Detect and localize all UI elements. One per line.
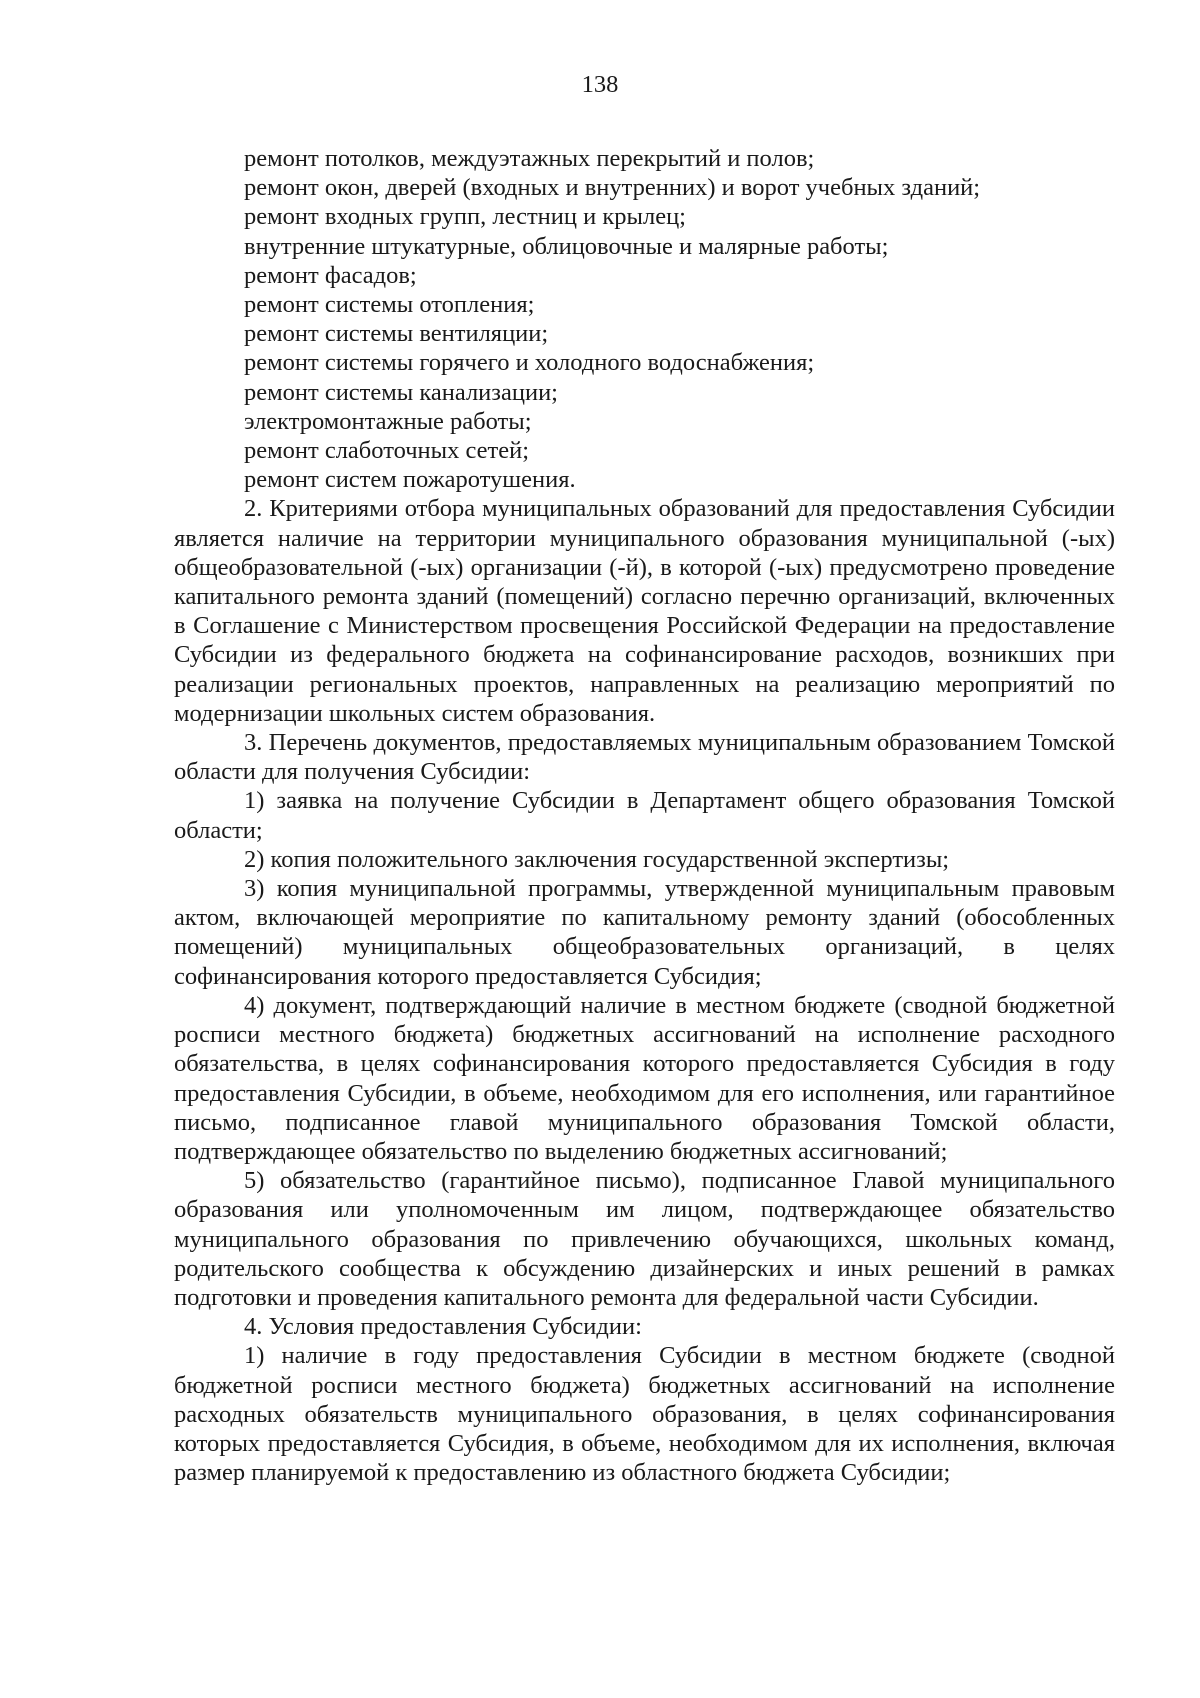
list-item: ремонт системы отопления; <box>244 291 535 319</box>
repair-work-list <box>174 144 1115 494</box>
list-item: ремонт системы канализации; <box>244 378 558 406</box>
paragraph-document-item-5: 5) обязательство (гарантийное письмо), подписанное Главой муниципального образования или уполномоченным им лицом, подтверждающее обязательство муниципального образования по привлечению обучающихся, школьных команд, родительского сообщества к обсуждению дизайнерских и иных решений в рамках подготовки и проведения капитального ремонта для федеральной части Субсидии. <box>174 1167 1115 1311</box>
list-item: ремонт окон, дверей (входных и внутренних) и ворот учебных зданий; <box>244 174 981 202</box>
paragraph-document-item-3: 3) копия муниципальной программы, утвержденной муниципальным правовым актом, включающей мероприятие по капитальному ремонту зданий (обособленных помещений) муниципальных общеобразовательных организаций, в целях софинансирования которого предоставляется Субсидия; <box>174 875 1115 990</box>
paragraph-selection-criteria: 2. Критериями отбора муниципальных образований для предоставления Субсидии является наличие на территории муниципального образования муниципальной (-ых) общеобразовательной (-ых) организации (-й), в которой (-ых) предусмотрено проведение капитального ремонта зданий (помещений) согласно перечню организаций, включенных в Соглашение с Министерством просвещения Российской Федерации на предоставление Субсидии из федерального бюджета на софинансирование расходов, возникших при реализации региональных проектов, направленных на реализацию мероприятий по модернизации школьных систем образования. <box>174 495 1115 727</box>
list-item: ремонт слаботочных сетей; <box>244 437 530 465</box>
list-item: ремонт систем пожаротушения. <box>244 466 576 494</box>
paragraph-conditions-heading: 4. Условия предоставления Субсидии: <box>244 1313 642 1341</box>
list-item: ремонт потолков, междуэтажных перекрытий и полов; <box>244 145 815 172</box>
page-number: 138 <box>581 71 619 98</box>
paragraph-document-item-4: 4) документ, подтверждающий наличие в местном бюджете (сводной бюджетной росписи местного бюджета) бюджетных ассигнований на исполнение расходного обязательства, в целях софинансирования которого предоставляется Субсидия в году предоставления Субсидии, в объеме, необходимом для его исполнения, или гарантийное письмо, подписанное главой муниципального образования Томской области, подтверждающее обязательство по выделению бюджетных ассигнований; <box>174 991 1115 1165</box>
list-item: ремонт системы горячего и холодного водоснабжения; <box>244 349 815 377</box>
list-item: ремонт фасадов; <box>244 261 417 289</box>
list-item: электромонтажные работы; <box>244 407 532 435</box>
document-body <box>174 144 1115 1487</box>
list-item: ремонт системы вентиляции; <box>244 320 549 348</box>
paragraph-condition-item-1: 1) наличие в году предоставления Субсидии в местном бюджете (сводной бюджетной росписи местного бюджета) бюджетных ассигнований на исполнение расходных обязательств муниципального образования, в целях софинансирования которых предоставляется Субсидия, в объеме, необходимом для их исполнения, включая размер планируемой к предоставлению из областного бюджета Субсидии; <box>174 1342 1115 1487</box>
paragraph-document-item-2: 2) копия положительного заключения государственной экспертизы; <box>244 845 950 873</box>
list-item: внутренние штукатурные, облицовочные и малярные работы; <box>244 232 889 260</box>
paragraph-document-item-1: 1) заявка на получение Субсидии в Департамент общего образования Томской области; <box>174 787 1115 844</box>
list-item: ремонт входных групп, лестниц и крылец; <box>244 203 686 231</box>
paragraph-documents-list-heading: 3. Перечень документов, предоставляемых муниципальным образованием Томской области для получения Субсидии: <box>174 729 1115 786</box>
